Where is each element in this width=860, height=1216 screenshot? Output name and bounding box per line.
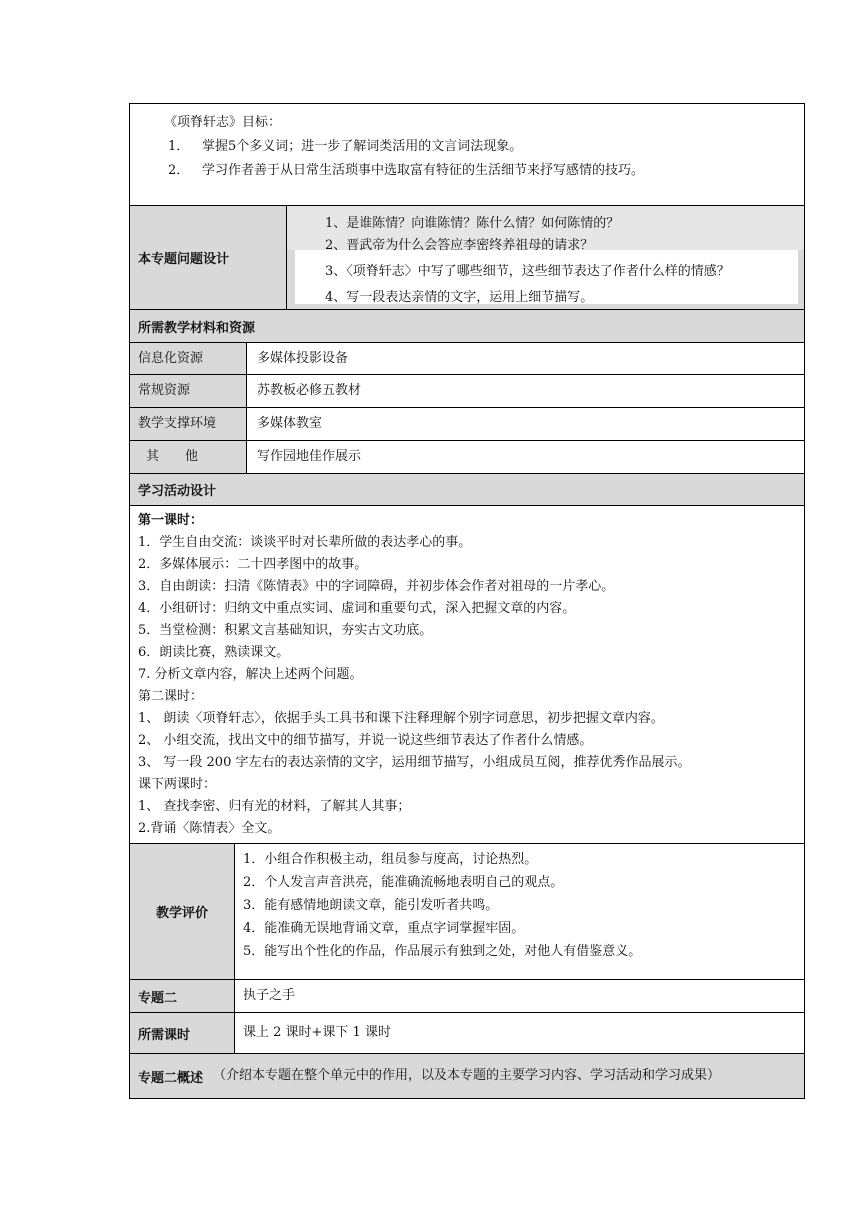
- evaluation-item: 1．小组合作积极主动，组员参与度高，讨论热烈。: [243, 852, 538, 867]
- evaluation-list: [235, 844, 804, 979]
- overview-note: （介绍本专题在整个单元中的作用，以及本专题的主要学习内容、学习活动和学习成果）: [213, 1068, 721, 1083]
- question-item: 1、是谁陈情？向谁陈情？陈什么情？如何陈情的？: [325, 216, 620, 231]
- activity-line: 7. 分析文章内容，解决上述两个问题。: [138, 667, 363, 682]
- questions-list: [287, 206, 804, 309]
- materials-row-label: 信息化资源: [130, 343, 247, 374]
- lesson-plan-table: [129, 103, 805, 1099]
- hours-value: 课上 2 课时+课下 1 课时: [243, 1025, 391, 1040]
- evaluation-item: 2．个人发言声音洪亮，能准确流畅地表明自己的观点。: [243, 875, 564, 890]
- activity-line: 3、 写一段 200 字左右的表达亲情的文字，运用细节描写，小组成员互阅，推荐优秀作品展示。: [138, 755, 691, 770]
- materials-row: [130, 441, 804, 474]
- materials-header: 所需教学材料和资源: [130, 310, 804, 343]
- materials-row-label: 教学支撑环境: [130, 408, 247, 440]
- activity-line: 2、 小组交流，找出文中的细节描写，并说一说这些细节表达了作者什么情感。: [138, 733, 593, 748]
- activity-line: 1、 查找李密、归有光的材料，了解其人其事；: [138, 799, 411, 814]
- activity-line: 3．自由朗读：扫清《陈情表》中的字词障碍，并初步体会作者对祖母的一片孝心。: [138, 579, 615, 594]
- questions-section: [130, 206, 804, 310]
- overview-row: [130, 1054, 804, 1098]
- activity-line: 课下两课时：: [138, 777, 217, 792]
- evaluation-item: 4．能准确无误地背诵文章，重点字词掌握牢固。: [243, 921, 525, 936]
- materials-row-value: 写作园地佳作展示: [257, 449, 362, 464]
- topic2-value: 执子之手: [243, 988, 296, 1003]
- activities-section: [130, 506, 804, 844]
- goal-text: 掌握5个多义词；进一步了解词类活用的文言词法现象。: [202, 139, 523, 154]
- materials-row-value: 多媒体投影设备: [257, 350, 349, 366]
- evaluation-item: 5．能写出个性化的作品，作品展示有独到之处，对他人有借鉴意义。: [243, 944, 642, 959]
- materials-row-value: 苏教板必修五教材: [257, 383, 362, 398]
- activity-line: 2．多媒体展示：二十四孝图中的故事。: [138, 557, 368, 572]
- activity-line: 2.背诵〈陈情表〉全文。: [138, 821, 281, 836]
- goal-number: 2．: [168, 163, 190, 178]
- overview-label: 专题二概述: [138, 1070, 204, 1086]
- materials-row: [130, 408, 804, 441]
- activity-line: 1、 朗读〈项脊轩志〉，依据手头工具书和课下注释理解个别字词意思，初步把握文章内容。: [138, 711, 664, 726]
- activity-line: 6．朗读比赛，熟读课文。: [138, 645, 290, 660]
- question-item: 4、写一段表达亲情的文字，运用上细节描写。: [325, 290, 594, 305]
- activity-line: 5．当堂检测：积累文言基础知识，夯实古文功底。: [138, 623, 433, 638]
- activity-lines: [138, 510, 798, 840]
- evaluation-item: 3．能有感情地朗读文章，能引发听者共鸣。: [243, 898, 499, 913]
- evaluation-section: [130, 844, 804, 980]
- activity-line: 第一课时：: [138, 513, 204, 528]
- activity-line: 4．小组研讨：归纳文中重点实词、虚词和重要句式，深入把握文章的内容。: [138, 601, 576, 616]
- goals-title: 《项脊轩志》目标：: [164, 115, 282, 130]
- goal-text: 学习作者善于从日常生活琐事中选取富有特征的生活细节来抒写感情的技巧。: [202, 163, 645, 178]
- materials-row-value: 多媒体教室: [257, 416, 323, 431]
- materials-row-label: 其 他: [130, 441, 247, 473]
- goals-section: [130, 104, 804, 206]
- materials-row-label: 常规资源: [130, 375, 247, 407]
- activity-line: 1．学生自由交流：谈谈平时对长辈所做的表达孝心的事。: [138, 535, 472, 550]
- hours-label: 所需课时: [130, 1013, 235, 1053]
- hours-row: [130, 1013, 804, 1054]
- activities-header: 学习活动设计: [130, 474, 804, 506]
- questions-label: 本专题问题设计: [130, 206, 287, 309]
- goal-number: 1．: [168, 139, 190, 154]
- materials-row: [130, 375, 804, 408]
- activity-line: 第二课时：: [138, 689, 204, 704]
- evaluation-label: 教学评价: [130, 844, 235, 979]
- materials-row: [130, 343, 804, 375]
- topic2-row: [130, 980, 804, 1013]
- question-item: 3、〈项脊轩志〉中写了哪些细节，这些细节表达了作者什么样的情感？: [325, 264, 730, 279]
- topic2-label: 专题二: [130, 980, 235, 1012]
- question-item: 2、晋武帝为什么会答应李密终养祖母的请求？: [325, 238, 594, 253]
